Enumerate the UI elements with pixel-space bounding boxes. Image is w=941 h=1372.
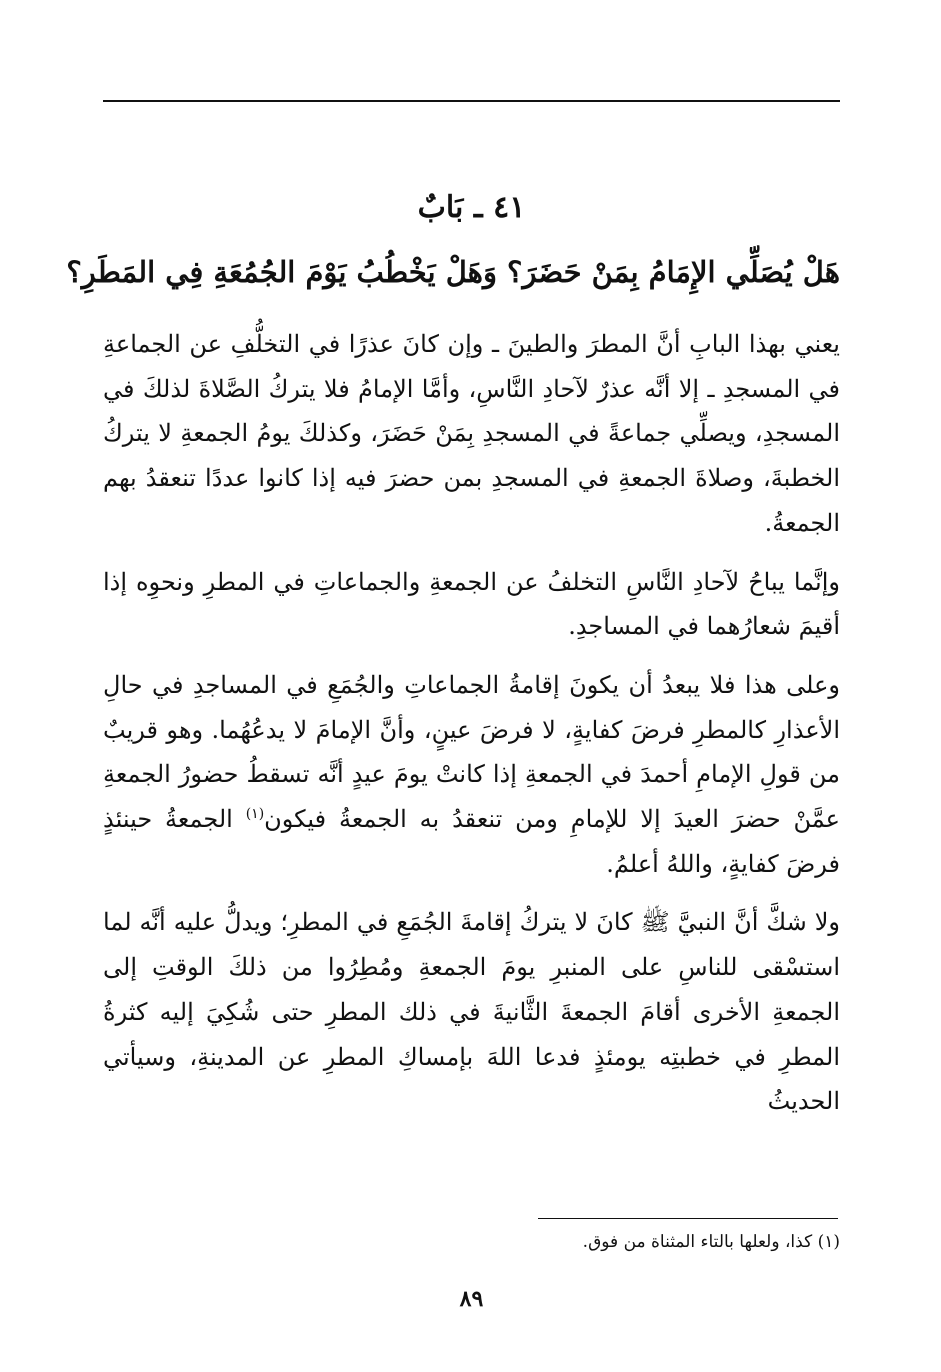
header-rule <box>103 100 840 102</box>
footnote: (١) كذا، ولعلها بالتاء المثناة من فوق. <box>582 1232 840 1252</box>
paragraph-3-text-after: الجمعةُ حينئذٍ فرضَ كفايةٍ، واللهُ أعلمُ. <box>103 805 840 878</box>
main-text <box>103 322 840 1138</box>
chapter-number: ٤١ ـ بَابٌ <box>417 190 526 225</box>
paragraph-2: وإنَّما يباحُ لآحادِ النَّاسِ التخلفُ عن الجمعةِ والجماعاتِ في المطرِ ونحوِه إذا أقيمَ شعارُهما في المساجدِ. <box>103 567 840 641</box>
footnote-reference: (١) <box>245 806 265 823</box>
footnote-rule <box>538 1218 838 1219</box>
paragraph-3-text: وعلى هذا فلا يبعدُ أن يكونَ إقامةُ الجماعاتِ والجُمَعِ في المساجدِ في حالِ الأعذارِ كالمطرِ فرضَ كفايةٍ، لا فرضَ عينٍ، وأنَّ الإمامَ لا يدعُهُما. وهو قريبٌ من قولِ الإمامِ أحمدَ في الجمعةِ إذا كانتْ يومَ عيدٍ أنَّه تسقطُ حضورُ الجمعةِ عمَّنْ حضرَ العيدَ إلا للإمامِ ومن تنعقدُ به الجمعةُ فيكون <box>103 670 841 834</box>
chapter-title: هَلْ يُصَلِّي الإِمَامُ بِمَنْ حَضَرَ؟ وَهَلْ يَخْطُبُ يَوْمَ الجُمُعَةِ فِي المَطَرِ؟ <box>66 255 840 289</box>
paragraph-4: ولا شكَّ أنَّ النبيَّ ﷺ كانَ لا يتركُ إقامةَ الجُمَعِ في المطرِ؛ ويدلُّ عليه أنَّه لما استسْقى للناسِ على المنبرِ يومَ الجمعةِ ومُطِرُوا من ذلكَ الوقتِ إلى الجمعةِ الأخرى أقامَ الجمعةَ الثَّانيةَ في ذلك المطرِ حتى شُكِيَ إليه كثرةُ المطرِ في خطبتِه يومئذٍ فدعا اللهَ بإمساكِ المطرِ عن المدينةِ، وسيأتي الحديثُ <box>103 908 840 1116</box>
paragraph-3 <box>103 663 840 887</box>
page-number: ٨٩ <box>459 1286 484 1312</box>
paragraph-1: يعني بهذا البابِ أنَّ المطرَ والطينَ ـ وإن كانَ عذرًا في التخلُّفِ عن الجماعةِ في المسجدِ ـ إلا أنَّه عذرٌ لآحادِ النَّاسِ، وأمَّا الإمامُ فلا يتركُ الصَّلاةَ لذلكَ في المسجدِ، ويصلِّي جماعةً في المسجدِ بِمَنْ حَضَرَ، وكذلكَ يومُ الجمعةِ لا يتركُ الخطبةَ، وصلاةَ الجمعةِ في المسجدِ بمن حضرَ فيه إذا كانوا عددًا تنعقدُ بهم الجمعةُ. <box>103 330 840 537</box>
